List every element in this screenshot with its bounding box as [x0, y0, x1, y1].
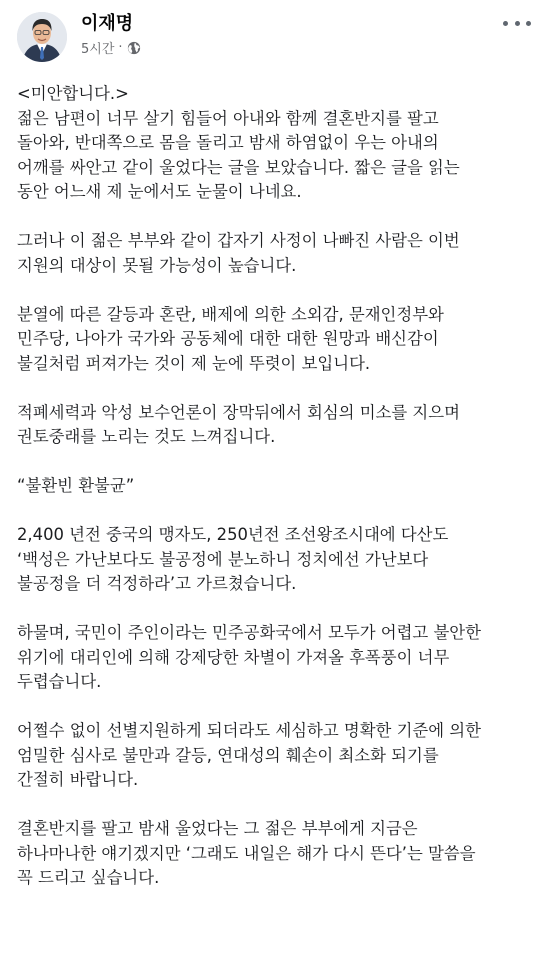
post-body — [17, 82, 537, 915]
meta-separator: · — [118, 40, 123, 55]
post-time[interactable]: 5시간 — [81, 42, 115, 57]
globe-icon[interactable] — [127, 41, 141, 55]
post-meta — [81, 38, 141, 57]
post-paragraph: 어쩔수 없이 선별지원하게 되더라도 세심하고 명확한 기준에 의한 엄밀한 심사로 불만과 갈등, 연대성의 훼손이 최소화 되기를 간절히 바랍니다. — [17, 721, 481, 789]
post-paragraph: 2,400 년전 중국의 맹자도, 250년전 조선왕조시대에 다산도 ‘백성은 가난보다도 불공정에 분노하니 정치에선 가난보다 불공정을 더 걱정하라’고 가르쳤습니다. — [17, 525, 449, 593]
more-dot — [515, 21, 520, 26]
avatar-photo — [17, 12, 67, 62]
post-paragraph: 그러나 이 젊은 부부와 같이 갑자기 사정이 나빠진 사람은 이번 지원의 대상이 못될 가능성이 높습니다. — [17, 231, 460, 275]
post-paragraph: 결혼반지를 팔고 밤새 울었다는 그 젊은 부부에게 지금은 하나마나한 얘기겠지만 ‘그래도 내일은 해가 다시 뜬다’는 말씀을 꼭 드리고 싶습니다. — [17, 819, 476, 887]
post-paragraph: 적폐세력과 악성 보수언론이 장막뒤에서 회심의 미소를 지으며 권토중래를 노리는 것도 느껴집니다. — [17, 402, 460, 446]
post-paragraph: 하물며, 국민이 주인이라는 민주공화국에서 모두가 어렵고 불안한 위기에 대리인에 의해 강제당한 차별이 가져올 후폭풍이 너무 두렵습니다. — [17, 623, 481, 691]
post-paragraph: <미안합니다.> 젊은 남편이 너무 살기 힘들어 아내와 함께 결혼반지를 팔고 돌아와, 반대쪽으로 몸을 돌리고 밤새 하염없이 우는 아내의 어깨를 싸안고 같이 울었다는 글을 보았습니다. 짧은 글을 읽는 동안 어느새 제 눈에서도 눈물이 나네요. — [17, 84, 460, 201]
more-dot — [503, 21, 508, 26]
more-options-icon[interactable] — [503, 12, 531, 34]
post-paragraph: 분열에 따른 갈등과 혼란, 배제에 의한 소외감, 문재인정부와 민주당, 나아가 국가와 공동체에 대한 대한 원망과 배신감이 불길처럼 퍼져가는 것이 제 눈에 뚜렷이 보입니다. — [17, 304, 444, 373]
more-dot — [526, 21, 531, 26]
post-paragraph: “불환빈 환불균” — [17, 476, 135, 495]
post-header — [0, 0, 545, 70]
author-name[interactable]: 이재명 — [81, 13, 134, 34]
author-avatar[interactable] — [17, 12, 67, 62]
